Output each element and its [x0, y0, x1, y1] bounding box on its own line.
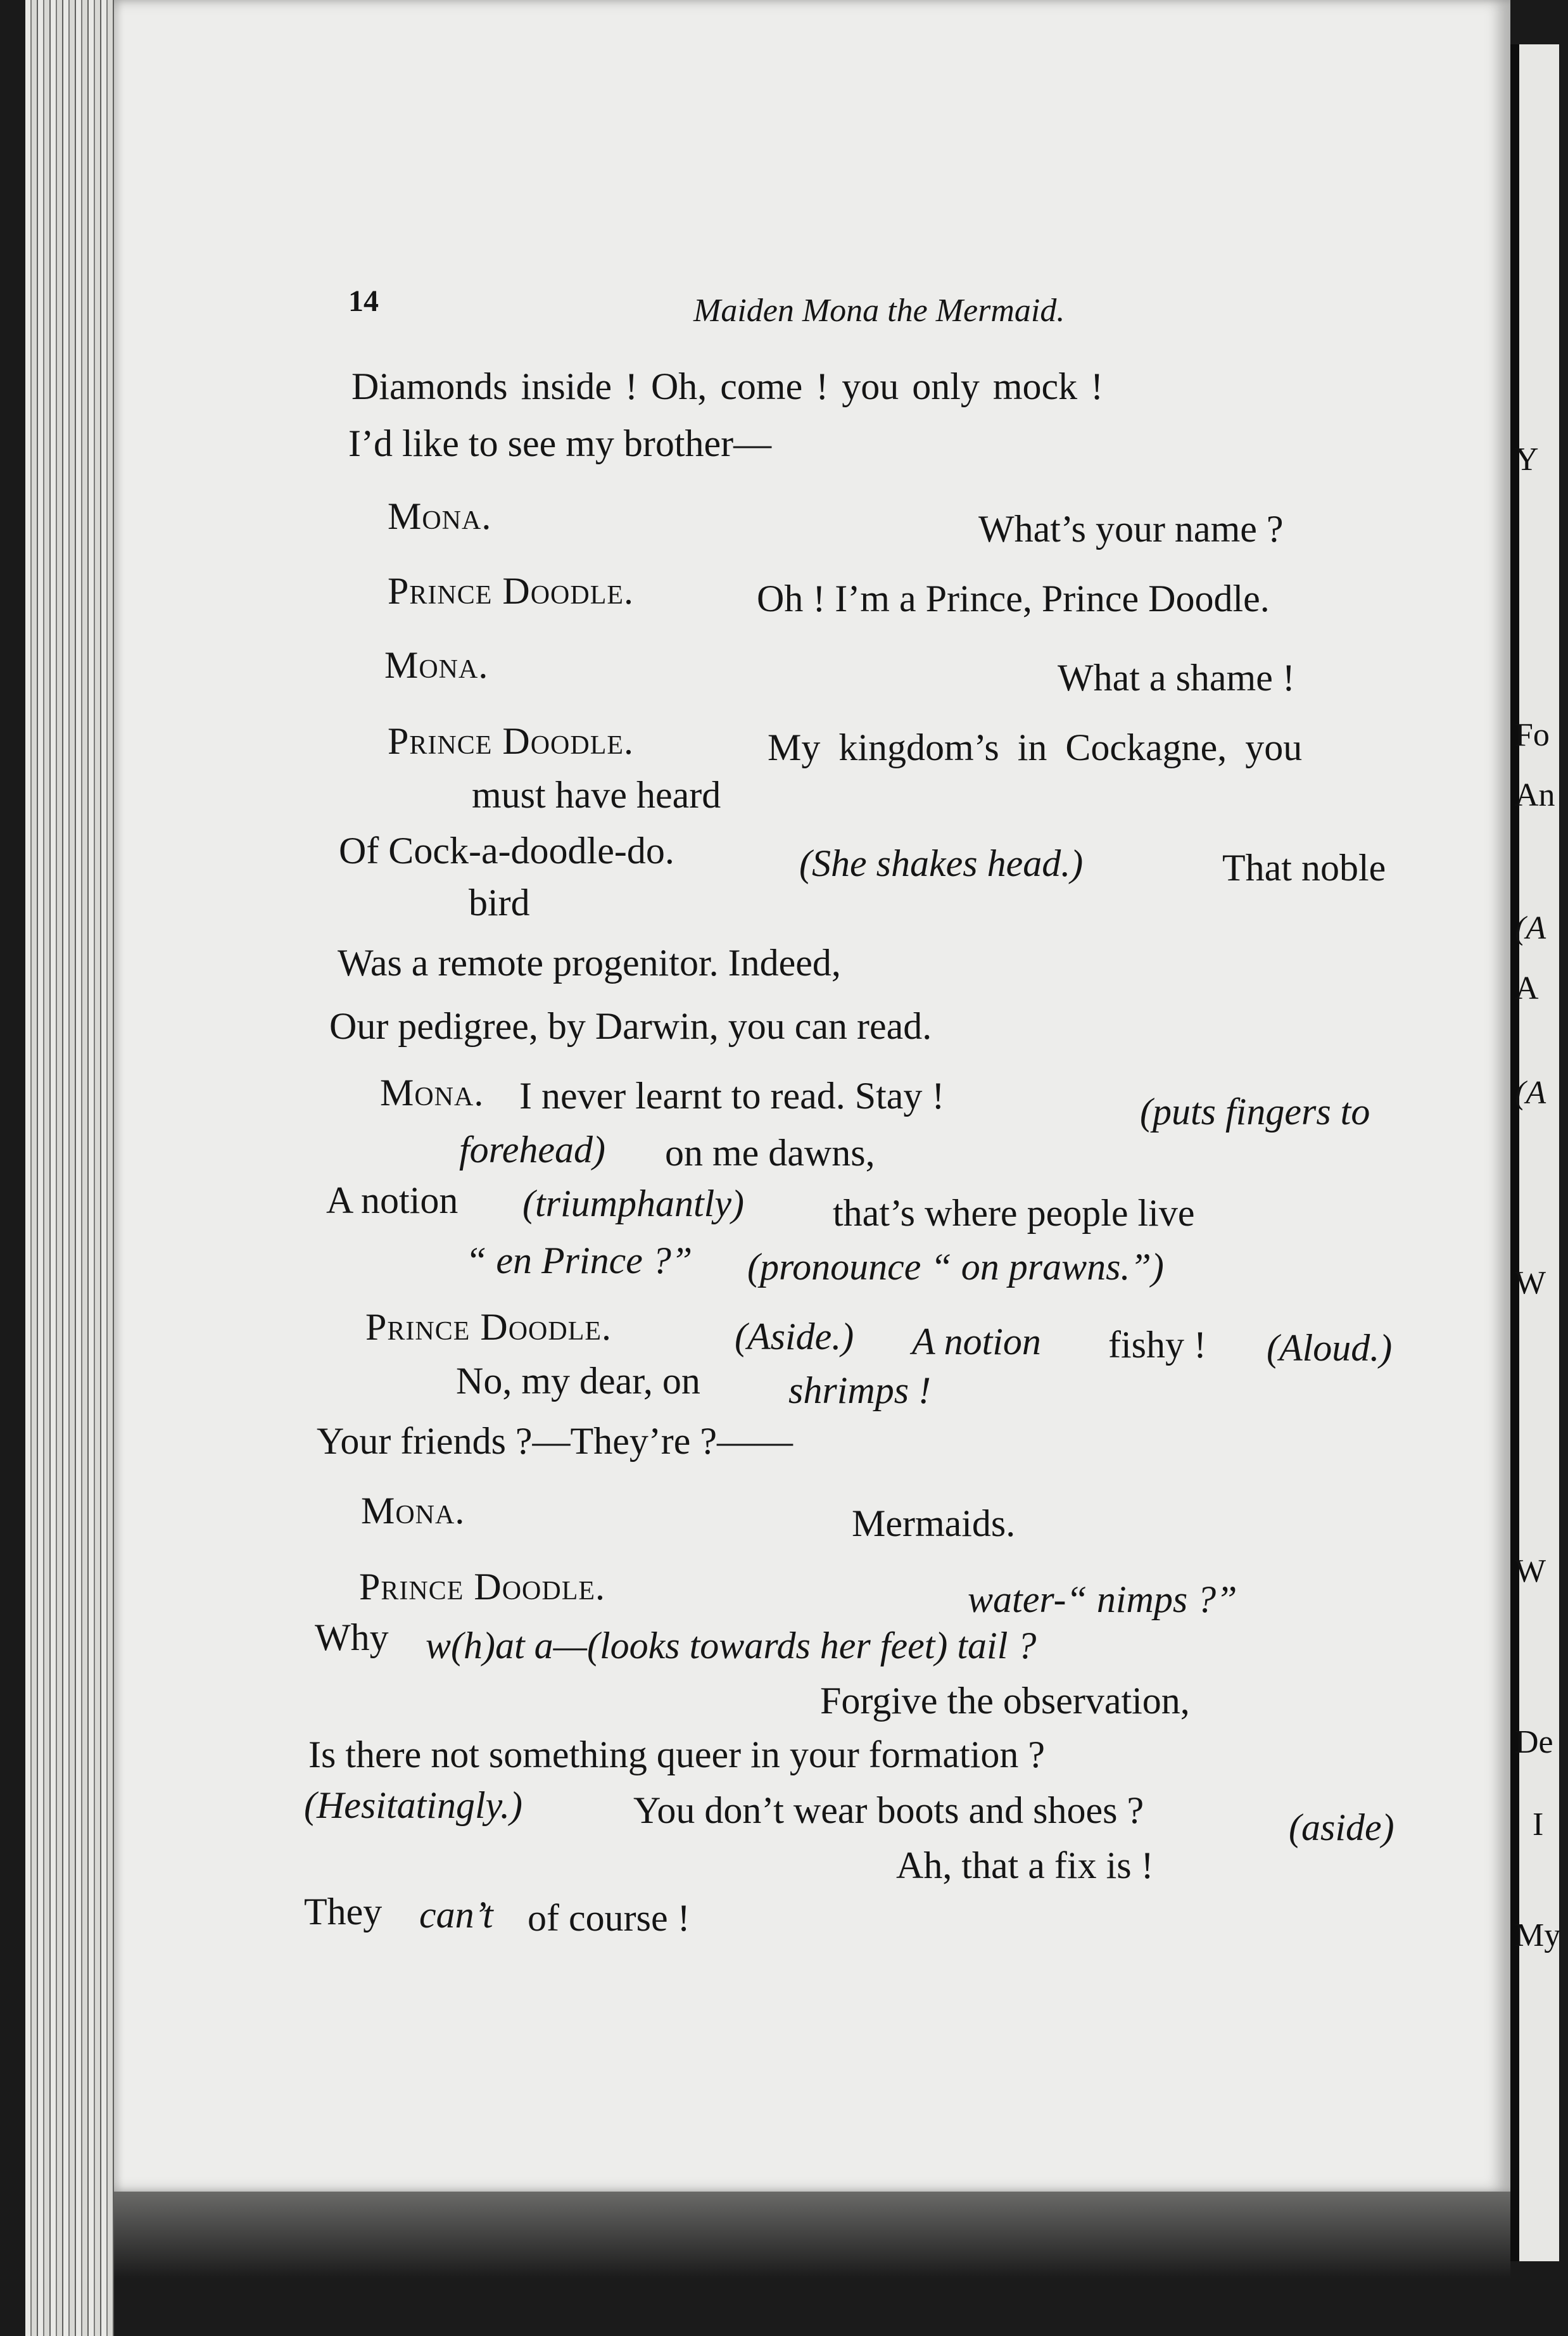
speaker-name: Prince Doodle. — [365, 1306, 612, 1348]
page-shadow — [114, 2192, 1510, 2336]
stage-direction: (Aloud.) — [1267, 1327, 1393, 1369]
stage-direction: (pronounce “ on prawns.”) — [747, 1246, 1164, 1288]
text-line: What a shame ! — [1058, 657, 1295, 699]
text-line: Our pedigree, by Darwin, you can read. — [329, 1005, 932, 1047]
text-line: Is there not something queer in your formation ? — [308, 1734, 1046, 1775]
stage-direction: (Hesitatingly.) — [304, 1784, 522, 1826]
text-line: fishy ! — [1108, 1324, 1206, 1366]
text-line: w(h)at a—(looks towards her feet) tail ? — [426, 1625, 1037, 1666]
text-line: Was a remote progenitor. Indeed, — [338, 942, 841, 984]
next-page-fragment: I — [1533, 1806, 1544, 1843]
text-line: A notion — [326, 1179, 458, 1221]
text-line: They — [304, 1891, 383, 1933]
next-page-fragment: Fo — [1515, 717, 1550, 753]
next-page-fragment: W — [1515, 1553, 1546, 1589]
text-line: of course ! — [528, 1897, 690, 1939]
speaker-name: Mona. — [388, 495, 492, 537]
speaker-name: Mona. — [361, 1490, 465, 1532]
text-line: Mermaids. — [852, 1502, 1016, 1544]
text-line: Ah, that a fix is ! — [896, 1844, 1154, 1886]
text-line: No, my dear, on — [456, 1360, 700, 1402]
text-line: Diamonds inside ! Oh, come ! you only mock ! — [351, 365, 1104, 407]
text-line: Your friends ?—They’re ?—— — [317, 1420, 793, 1462]
text-line: A notion — [912, 1321, 1041, 1362]
speaker-name: Prince Doodle. — [359, 1566, 606, 1608]
text-line: I’d like to see my brother— — [348, 422, 772, 464]
text-line: must have heard — [472, 774, 721, 816]
stage-direction: (triumphantly) — [522, 1183, 744, 1224]
text-line: Oh ! I’m a Prince, Prince Doodle. — [757, 578, 1270, 619]
running-title: Maiden Mona the Mermaid. — [693, 293, 1065, 329]
text-line: water-“ nimps ?” — [968, 1578, 1237, 1620]
speaker-name: Prince Doodle. — [388, 570, 635, 612]
text-line: on me dawns, — [665, 1132, 875, 1174]
text-line: that’s where people live — [833, 1192, 1195, 1234]
text-line: Forgive the observation, — [820, 1680, 1190, 1722]
text-line: Why — [315, 1616, 389, 1658]
speaker-name: Mona. — [384, 644, 489, 686]
text-line: shrimps ! — [788, 1369, 932, 1411]
next-page-fragment: W — [1515, 1265, 1546, 1301]
page-number: 14 — [348, 284, 379, 318]
next-page-fragment: (A — [1515, 910, 1546, 946]
speaker-name: Mona. — [380, 1072, 484, 1114]
stage-direction: (Aside.) — [735, 1316, 854, 1357]
next-page-fragment: Y — [1515, 441, 1539, 478]
text-line: Of Cock-a-doodle-do. — [339, 830, 674, 872]
text-line: can’t — [419, 1894, 493, 1936]
text-line: That noble — [1222, 847, 1386, 889]
text-line: You don’t wear boots and shoes ? — [633, 1789, 1144, 1831]
stage-direction: (She shakes head.) — [799, 842, 1084, 884]
text-line: What’s your name ? — [978, 508, 1284, 550]
stage-direction: (puts fingers to — [1140, 1091, 1370, 1133]
text-line: “ en Prince ?” — [465, 1240, 693, 1281]
next-page-fragment: (A — [1515, 1075, 1546, 1111]
next-page-fragment: My — [1515, 1917, 1561, 1953]
text-line: bird — [469, 882, 530, 924]
next-page-fragment: An — [1515, 777, 1555, 813]
text-line: My kingdom’s in Cockagne, you — [768, 727, 1303, 768]
speaker-name: Prince Doodle. — [388, 720, 635, 762]
next-page-fragment: A — [1515, 970, 1539, 1006]
next-page-fragment: De — [1515, 1724, 1553, 1760]
text-line: I never learnt to read. Stay ! — [519, 1075, 945, 1117]
stage-direction: forehead) — [459, 1129, 606, 1171]
stage-direction: (aside) — [1289, 1806, 1394, 1848]
